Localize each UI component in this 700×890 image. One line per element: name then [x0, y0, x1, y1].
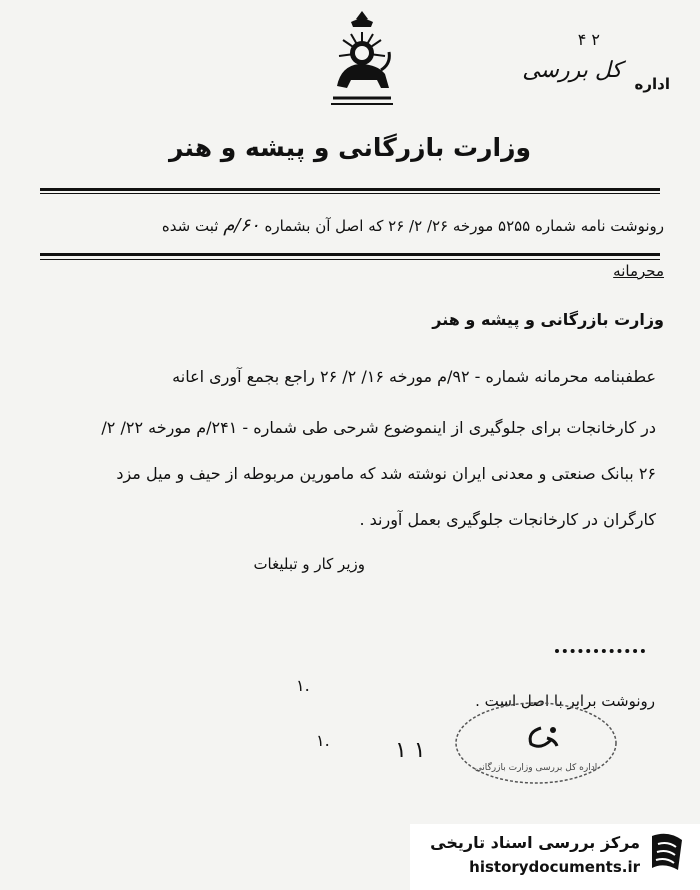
copy-divider-thin: [40, 259, 660, 260]
body-line: کارگران در کارخانجات جلوگیری بعمل آورند .: [359, 510, 656, 529]
seal-text: اداره کل بررسی وزارت بازرگانی: [474, 763, 598, 773]
body-line: ۲۶ ببانک صنعتی و معدنی ایران نوشته شد که مامورین مربوطه از حیف و میل مزد: [116, 464, 656, 483]
signature: وزیر کار و تبلیغات: [253, 555, 365, 573]
archive-logo-icon: [646, 830, 688, 878]
margin-note: ۱ ۱: [395, 738, 426, 763]
confidential-label: محرمانه: [613, 262, 664, 280]
certification-line: رونوشت برابر با اصل است .: [475, 692, 655, 710]
header-divider: [40, 188, 660, 191]
margin-note: ۱.: [296, 676, 310, 695]
official-round-seal-icon: [453, 700, 619, 786]
margin-note: ۱.: [316, 731, 330, 750]
lion-and-sun-emblem-icon: [323, 8, 401, 108]
footer-url: historydocuments.ir: [469, 858, 640, 876]
department-handwriting: کل بررسی: [522, 58, 622, 83]
copy-notice-text: رونوشت نامه شماره ۵۲۵۵ مورخه ۲۶/ ۲/ ۲۶ که اصل آن بشماره: [264, 217, 664, 235]
copy-divider: [40, 253, 660, 256]
body-line: عطفبنامه محرمانه شماره - ۹۲/م مورخه ۱۶/ ۲/ ۲۶ راجع بجمع آوری اعانه: [172, 367, 656, 386]
department-mark: ۴ ۲: [577, 30, 600, 49]
copy-notice: [162, 215, 664, 236]
dotted-separator: [555, 649, 645, 653]
addressee: وزارت بازرگانی و پیشه و هنر: [432, 310, 664, 329]
footer-title: مرکز بررسی اسناد تاریخی: [430, 833, 640, 852]
department-label: اداره: [634, 75, 670, 93]
body-line: در کارخانجات برای جلوگیری از اینموضوع شرحی طی شماره - ۲۴۱/م مورخه ۲۲/ ۲/: [101, 418, 656, 437]
copy-notice-suffix: ثبت شده: [161, 217, 219, 235]
header-divider-thin: [40, 193, 660, 194]
copy-notice-number: ۶۰/م: [223, 215, 260, 236]
ministry-title: وزارت بازرگانی و پیشه و هنر: [168, 133, 532, 162]
